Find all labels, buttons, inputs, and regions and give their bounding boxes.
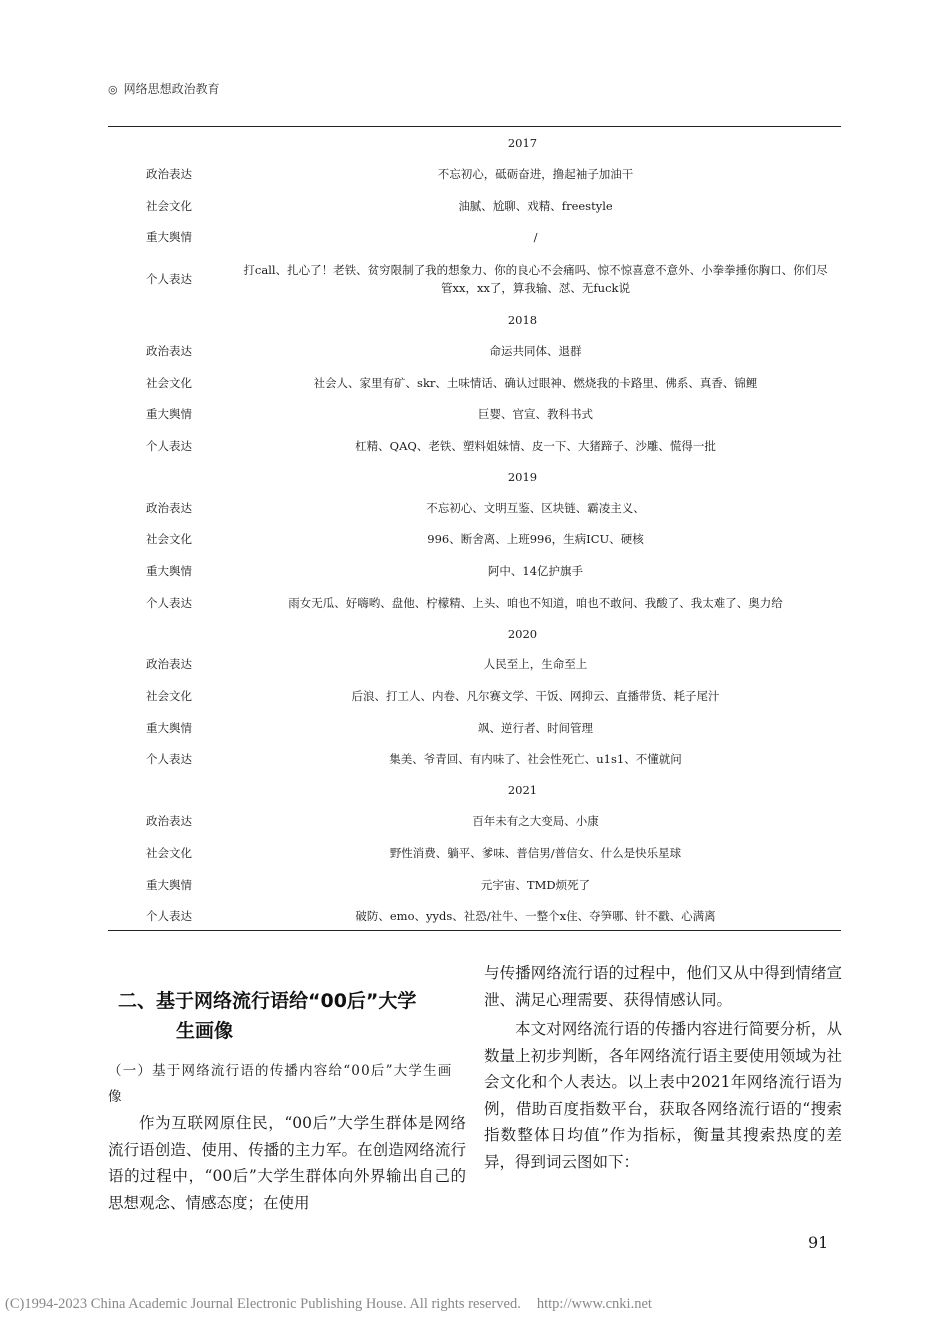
table-category-cell: 个人表达 bbox=[146, 909, 192, 924]
table-year-row: 2020 bbox=[507, 626, 538, 641]
table-row bbox=[108, 367, 841, 399]
running-header bbox=[108, 80, 220, 97]
section-heading-line1: 二、基于网络流行语给“00后”大学 bbox=[118, 990, 417, 1012]
table-row bbox=[108, 837, 841, 869]
table-row bbox=[108, 492, 841, 524]
table-content-cell: 996、断舍离、上班996，生病ICU、硬核 bbox=[427, 532, 644, 547]
table-content-cell: 打call、扎心了！老铁、贫穷限制了我的想象力、你的良心不会痛吗、惊不惊喜意不意外、小拳拳捶你胸口、你们尽管xx，xx了，算我输、怼、无fuck说 bbox=[243, 263, 828, 296]
table-content-cell: 命运共同体、退群 bbox=[489, 343, 582, 358]
table-row bbox=[108, 712, 841, 744]
table-content-cell: 集美、爷青回、有内味了、社会性死亡、u1s1、不懂就问 bbox=[389, 752, 682, 767]
table-content-cell: 人民至上，生命至上 bbox=[483, 657, 588, 672]
buzzword-table bbox=[108, 128, 841, 932]
table-category-cell: 个人表达 bbox=[146, 272, 192, 287]
table-category-cell: 政治表达 bbox=[146, 500, 192, 515]
table-row bbox=[108, 805, 841, 837]
table-category-cell: 社会文化 bbox=[146, 689, 192, 704]
journal-mark-icon: ◎ bbox=[108, 83, 118, 96]
table-category-cell: 社会文化 bbox=[146, 198, 192, 213]
table-content-cell: 社会人、家里有矿、skr、土味情话、确认过眼神、燃烧我的卡路里、佛系、真香、锦鲤 bbox=[313, 375, 758, 390]
table-year-row: 2017 bbox=[507, 136, 538, 150]
table-year-row: 2019 bbox=[507, 469, 538, 484]
copyright-footer bbox=[5, 1296, 652, 1313]
table-category-cell: 社会文化 bbox=[146, 375, 192, 390]
body-paragraph-right: 本文对网络流行语的传播内容进行简要分析，从数量上初步判断，各年网络流行语主要使用领域为社会文化和个人表达。以上表中2021年网络流行语为例，借助百度指数平台，获取各网络流行语的“搜索指数整体日均值”作为指标，衡量其搜索热度的差异，得到词云图如下： bbox=[484, 1020, 842, 1171]
table-year-row: 2018 bbox=[507, 313, 538, 328]
table-content-cell: 不忘初心，砥砺奋进，撸起袖子加油干 bbox=[437, 166, 634, 181]
table-content-cell: 不忘初心、文明互鉴、区块链、霸凌主义、 bbox=[426, 500, 645, 515]
table-row bbox=[108, 869, 841, 901]
table-row bbox=[108, 221, 841, 253]
table-row bbox=[108, 680, 841, 712]
table-category-cell: 重大舆情 bbox=[146, 564, 192, 579]
table-category-cell: 社会文化 bbox=[146, 845, 192, 860]
table-row bbox=[108, 524, 841, 556]
copyright-text: (C)1994-2023 China Academic Journal Electronic Publishing House. All rights reserved. bbox=[5, 1296, 521, 1312]
table-row bbox=[108, 398, 841, 430]
table-row bbox=[108, 430, 841, 462]
table-row bbox=[108, 555, 841, 587]
table-category-cell: 重大舆情 bbox=[146, 230, 192, 245]
subsection-heading: （一）基于网络流行语的传播内容给“00后”大学生画像 bbox=[108, 1063, 453, 1105]
table-top-rule bbox=[108, 126, 841, 127]
table-category-cell: 个人表达 bbox=[146, 595, 192, 610]
page-number: 91 bbox=[808, 1233, 829, 1252]
table-row bbox=[108, 158, 841, 190]
table-category-cell: 政治表达 bbox=[146, 657, 192, 672]
body-paragraph-right-continued: 与传播网络流行语的过程中，他们又从中得到情绪宣泄、满足心理需要、获得情感认同。 bbox=[484, 964, 842, 1009]
table-content-cell: 巨婴、官宣、教科书式 bbox=[478, 407, 593, 422]
table-content-cell: 杠精、QAQ、老铁、塑料姐妹情、皮一下、大猪蹄子、沙雕、慌得一批 bbox=[355, 438, 716, 453]
table-content-cell: 元宇宙、TMD烦死了 bbox=[480, 877, 591, 892]
table-category-cell: 个人表达 bbox=[146, 438, 192, 453]
section-heading bbox=[118, 986, 466, 1046]
table-row bbox=[108, 253, 841, 305]
table-category-cell: 重大舆情 bbox=[146, 720, 192, 735]
table-category-cell: 个人表达 bbox=[146, 752, 192, 767]
table-category-cell: 政治表达 bbox=[146, 343, 192, 358]
table-content-cell: 雨女无瓜、好嗨哟、盘他、柠檬精、上头、咱也不知道，咱也不敢问、我酸了、我太难了、奥力给 bbox=[288, 595, 783, 610]
table-category-cell: 重大舆情 bbox=[146, 877, 192, 892]
table-content-cell: 野性消费、躺平、爹味、普信男/普信女、什么是快乐星球 bbox=[389, 845, 682, 860]
table-content-cell: 百年未有之大变局、小康 bbox=[472, 814, 599, 829]
footer-url: http://www.cnki.net bbox=[536, 1296, 652, 1312]
table-row bbox=[108, 587, 841, 619]
table-row bbox=[108, 900, 841, 932]
table-row bbox=[108, 744, 841, 776]
body-paragraph-left: 作为互联网原住民，“00后”大学生群体是网络流行语创造、使用、传播的主力军。在创造网络流行语的过程中，“00后”大学生群体向外界输出自己的思想观念、情感态度；在使用 bbox=[108, 1114, 466, 1212]
table-category-cell: 政治表达 bbox=[146, 814, 192, 829]
table-content-cell: 后浪、打工人、内卷、凡尔赛文学、干饭、网抑云、直播带货、耗子尾汁 bbox=[351, 689, 720, 704]
table-category-cell: 政治表达 bbox=[146, 166, 192, 181]
table-content-cell: 油腻、尬聊、戏精、freestyle bbox=[458, 198, 613, 213]
table-row bbox=[108, 335, 841, 367]
table-content-cell: 破防、emo、yyds、社恐/社牛、一整个x住、夺笋哪、针不戳、心满离 bbox=[355, 909, 716, 924]
table-bottom-rule bbox=[108, 930, 841, 931]
table-content-cell: 阿中、14亿护旗手 bbox=[487, 564, 584, 579]
table-content-cell: / bbox=[533, 230, 538, 245]
journal-name: 网络思想政治教育 bbox=[123, 82, 220, 96]
table-row bbox=[108, 190, 841, 222]
table-category-cell: 社会文化 bbox=[146, 532, 192, 547]
table-year-row: 2021 bbox=[507, 783, 538, 798]
table-row bbox=[108, 649, 841, 681]
table-category-cell: 重大舆情 bbox=[146, 407, 192, 422]
table-content-cell: 飒、逆行者、时间管理 bbox=[478, 720, 593, 735]
section-heading-line2: 生画像 bbox=[176, 1020, 234, 1042]
